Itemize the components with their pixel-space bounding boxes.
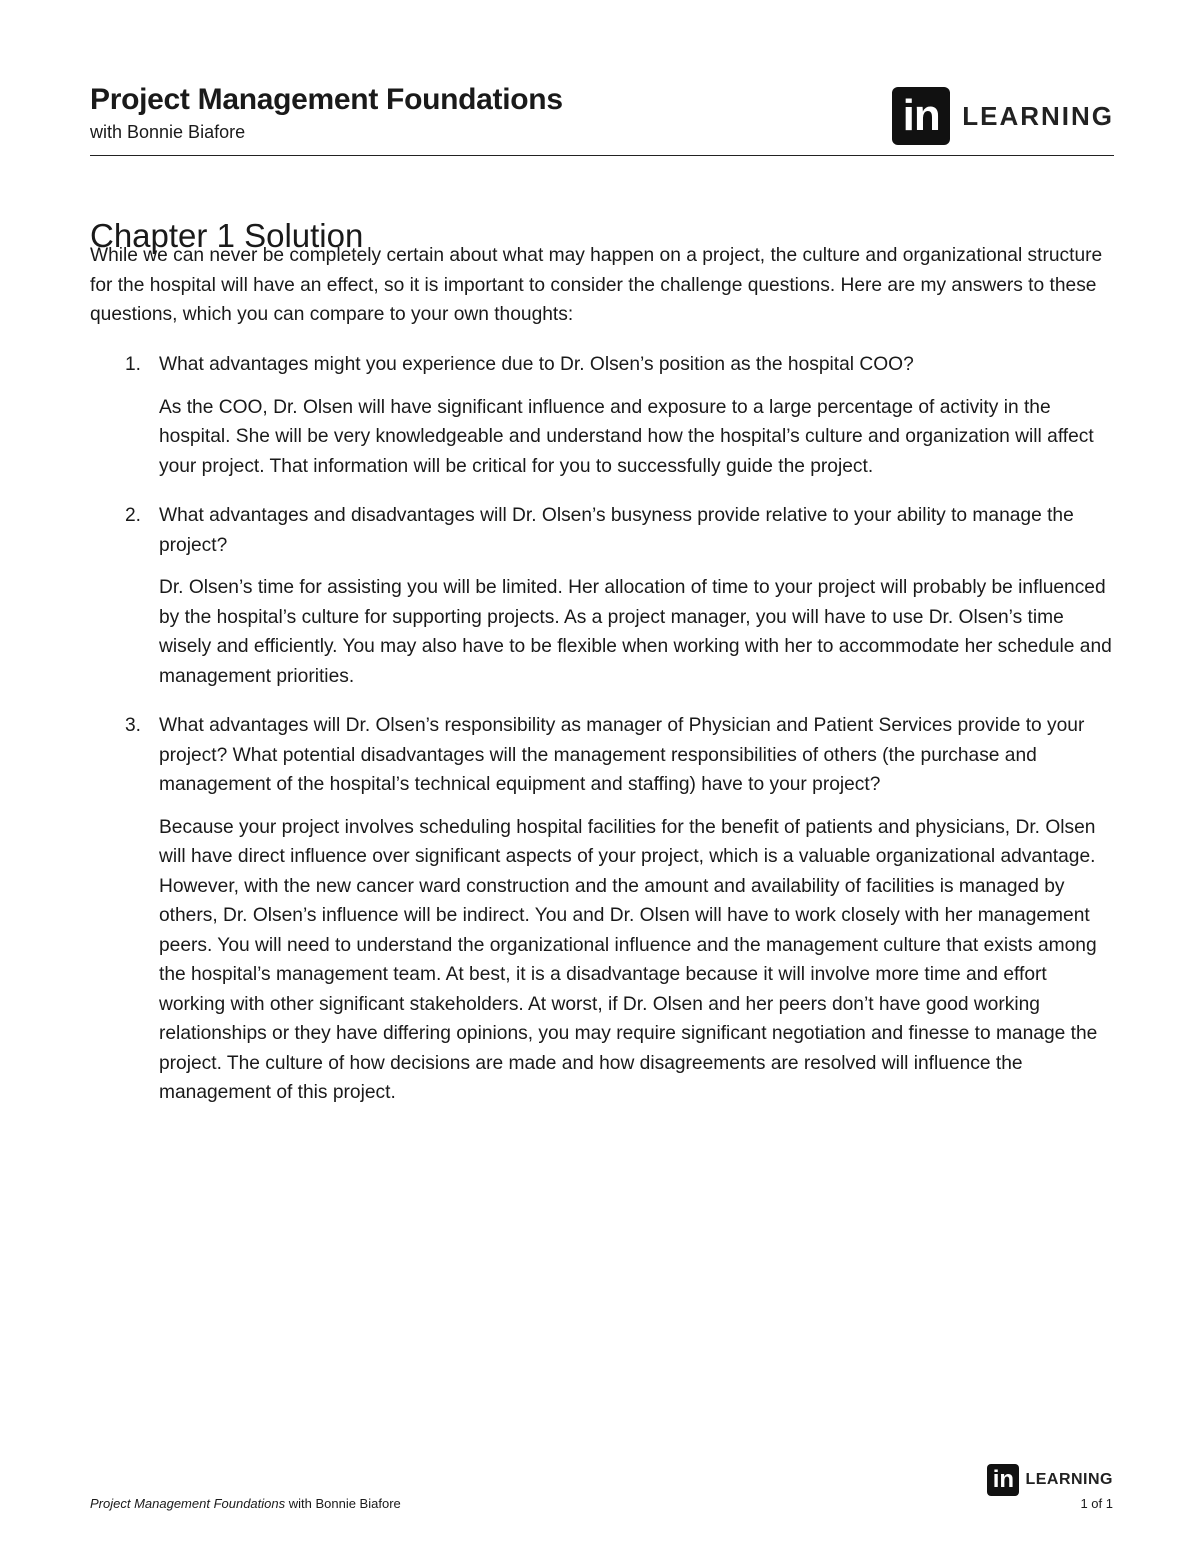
linkedin-icon: in (892, 87, 950, 145)
footer-course-credit (90, 1496, 401, 1512)
question-number: 1. (125, 354, 142, 375)
list-item (90, 350, 1114, 481)
question-text: What advantages will Dr. Olsen’s responsibility as manager of Physician and Patient Services provide to your project? What potential disadvantages will the management responsibilities of others (the purchase and management of the hospital’s technical equipment and staffing) have to your project? (159, 715, 1085, 795)
answer-text: Because your project involves scheduling hospital facilities for the benefit of patients and physicians, Dr. Olsen will have direct influence over significant aspects of your project, which is a valuable organizational advantage. However, with the new cancer ward construction and the amount and availability of facilities is managed by others, Dr. Olsen’s influence will be indirect. You and Dr. Olsen will have to work closely with her management peers. You will need to understand the organizational influence and the management culture that exists among the hospital’s management team. At best, it is a disadvantage because it will involve more time and effort working with other significant stakeholders. At worst, if Dr. Olsen and her peers don’t have good working relationships or they have differing opinions, you may require significant negotiation and finesse to manage the project. The culture of how decisions are made and how disagreements are resolved will influence the management of this project. (159, 816, 1098, 1103)
footer-logo (987, 1464, 1113, 1496)
answer-text: As the COO, Dr. Olsen will have significant influence and exposure to a large percentage of activity in the hospital. She will be very knowledgeable and understand how the hospital’s culture and organization will affect your project. That information will be critical for you to successfully guide the project. (159, 396, 1094, 477)
logo-wordmark: LEARNING (1025, 1471, 1113, 1488)
question-text: What advantages might you experience due to Dr. Olsen’s position as the hospital COO? (159, 354, 914, 375)
question-text: What advantages and disadvantages will Dr. Olsen’s busyness provide relative to your ability to manage the project? (159, 505, 1074, 556)
intro-paragraph: While we can never be completely certain about what may happen on a project, the culture and organizational structure for the hospital will have an effect, so it is important to consider the challenge questions. Here are my answers to these questions, which you can compare to your own thoughts: (90, 245, 1103, 325)
header-divider (90, 155, 1114, 156)
page-number: 1 of 1 (1080, 1496, 1113, 1511)
question-number: 3. (125, 715, 142, 736)
logo-wordmark: LEARNING (962, 100, 1114, 131)
document-header (90, 82, 1114, 143)
question-number: 2. (125, 505, 142, 526)
answer-text: Dr. Olsen’s time for assisting you will be limited. Her allocation of time to your project will probably be influenced by the hospital’s culture for supporting projects. As a project manager, you will have to use Dr. Olsen’s time wisely and efficiently. You may also have to be flexible when working with her to accommodate her schedule and management priorities. (159, 577, 1112, 687)
footer-course-title: Project Management Foundations (90, 1496, 286, 1511)
footer-author: with Bonnie Biafore (285, 1496, 401, 1511)
list-item (90, 711, 1114, 1108)
course-title: Project Management Foundations (90, 83, 563, 116)
chapter-title: Chapter 1 Solution (90, 217, 364, 255)
list-item (90, 501, 1114, 691)
linkedin-icon: in (987, 1464, 1019, 1496)
question-list (90, 350, 1114, 1108)
author-line: with Bonnie Biafore (90, 122, 246, 142)
linkedin-learning-logo (892, 87, 1114, 145)
